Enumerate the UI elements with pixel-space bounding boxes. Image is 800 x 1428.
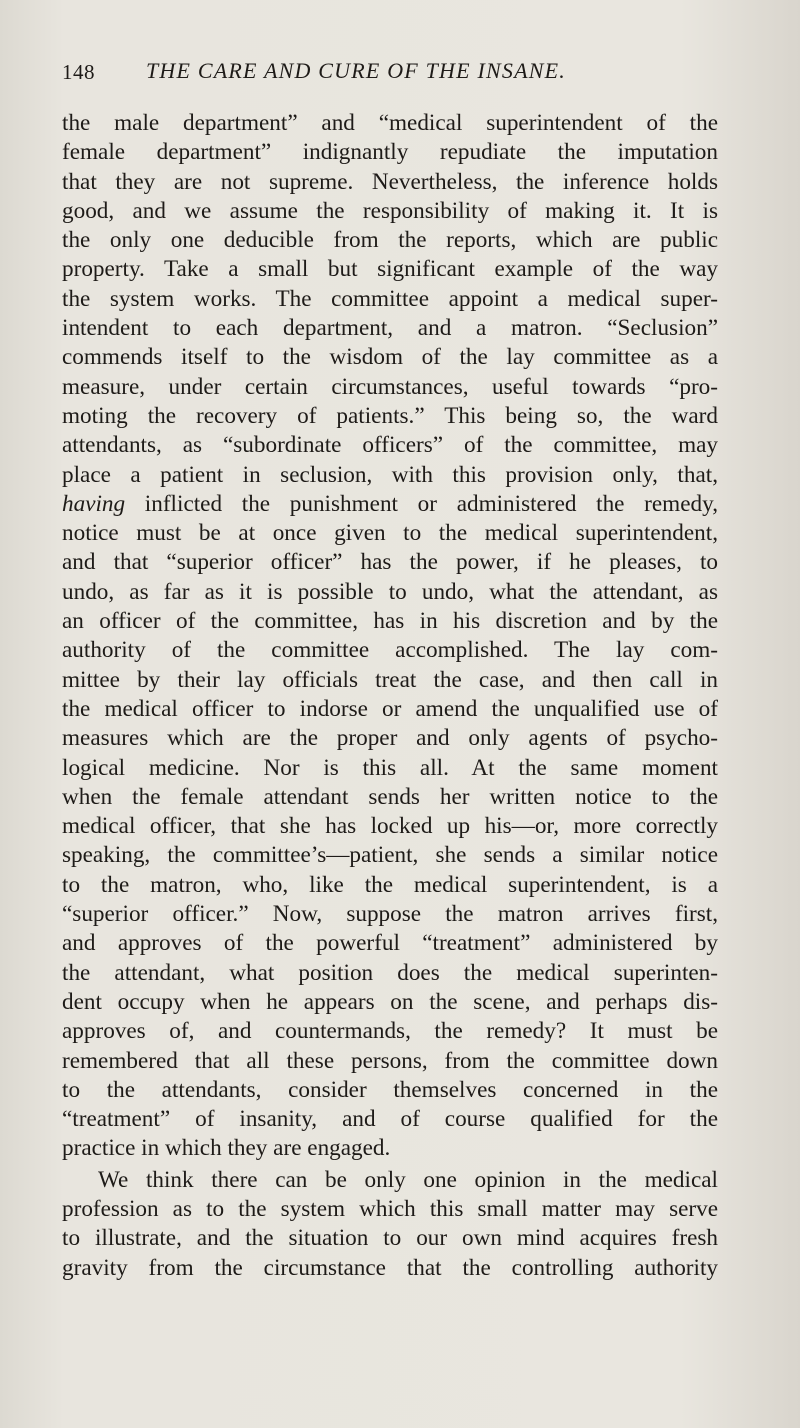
text-line: undo, as far as it is possible to undo, what the attendant, as [62,578,718,605]
text-line: gravity from the circumstance that the controlling authority [62,1254,718,1281]
page-number: 148 [62,60,95,84]
text-line: measure, under certain circumstances, useful towards “pro- [62,373,718,400]
text-line: authority of the committee accomplished. The lay com- [62,637,718,664]
italic-word: having [62,490,126,517]
text-line: speaking, the committee’s—patient, she sends a similar notice [62,842,718,869]
text-line: moting the recovery of patients.” This being so, the ward [62,402,718,429]
text-line: the male department” and “medical superintendent of the [62,110,718,136]
text-line: to the attendants, consider themselves concerned in the [62,1076,718,1103]
text-line: the only one deducible from the reports, which are public [62,227,718,254]
text-line: intendent to each department, and a matron. “Seclusion” [62,315,718,342]
body-text [62,109,718,1283]
text-line: female department” indignantly repudiate the imputation [62,139,718,166]
text-line: measures which are the proper and only agents of psycho- [62,725,718,752]
text-line: “superior officer.” Now, suppose the matron arrives first, [62,901,718,928]
text-line: commends itself to the wisdom of the lay committee as a [62,344,718,371]
running-head [62,58,662,90]
text-line: mittee by their lay officials treat the case, and then call in [62,666,718,693]
paragraph-start-line: We think there can be only one opinion in the medical [98,1166,718,1193]
text-line: and approves of the powerful “treatment” administered by [62,930,718,957]
text-line: property. Take a small but significant example of the way [62,256,718,283]
text-line: the attendant, what position does the medical superinten- [62,959,718,986]
text-line: the system works. The committee appoint a medical super- [62,285,718,312]
line-remainder: inflicted the punishment or administered the remedy, [125,490,718,517]
text-line: and that “superior officer” has the power, if he pleases, to [62,549,718,576]
text-line: to illustrate, and the situation to our own mind acquires fresh [62,1225,718,1252]
text-line: an officer of the committee, has in his discretion and by the [62,608,718,635]
text-line: approves of, and countermands, the remedy? It must be [62,1018,718,1045]
text-line: when the female attendant sends her written notice to the [62,783,718,810]
text-line: medical officer, that she has locked up his—or, more correctly [62,813,718,840]
text-line: notice must be at once given to the medical superintendent, [62,520,718,547]
text-line: to the matron, who, like the medical superintendent, is a [62,871,718,898]
text-line: that they are not supreme. Nevertheless, the inference holds [62,168,718,195]
text-line: “treatment” of insanity, and of course qualified for the [62,1106,718,1133]
text-line: remembered that all these persons, from the committee down [62,1047,718,1074]
text-line: logical medicine. Nor is this all. At the same moment [62,754,718,781]
text-line: profession as to the system which this small matter may serve [62,1195,718,1222]
text-line: good, and we assume the responsibility of making it. It is [62,197,718,224]
text-line: attendants, as “subordinate officers” of the committee, may [62,432,718,459]
text-line: the medical officer to indorse or amend the unqualified use of [62,695,718,722]
paragraph-end-line: practice in which they are engaged. [62,1135,391,1162]
text-line-with-italic [62,490,718,519]
text-line: dent occupy when he appears on the scene, and perhaps dis- [62,988,718,1015]
text-line: place a patient in seclusion, with this provision only, that, [62,461,718,488]
running-title: THE CARE AND CURE OF THE INSANE. [146,58,566,83]
